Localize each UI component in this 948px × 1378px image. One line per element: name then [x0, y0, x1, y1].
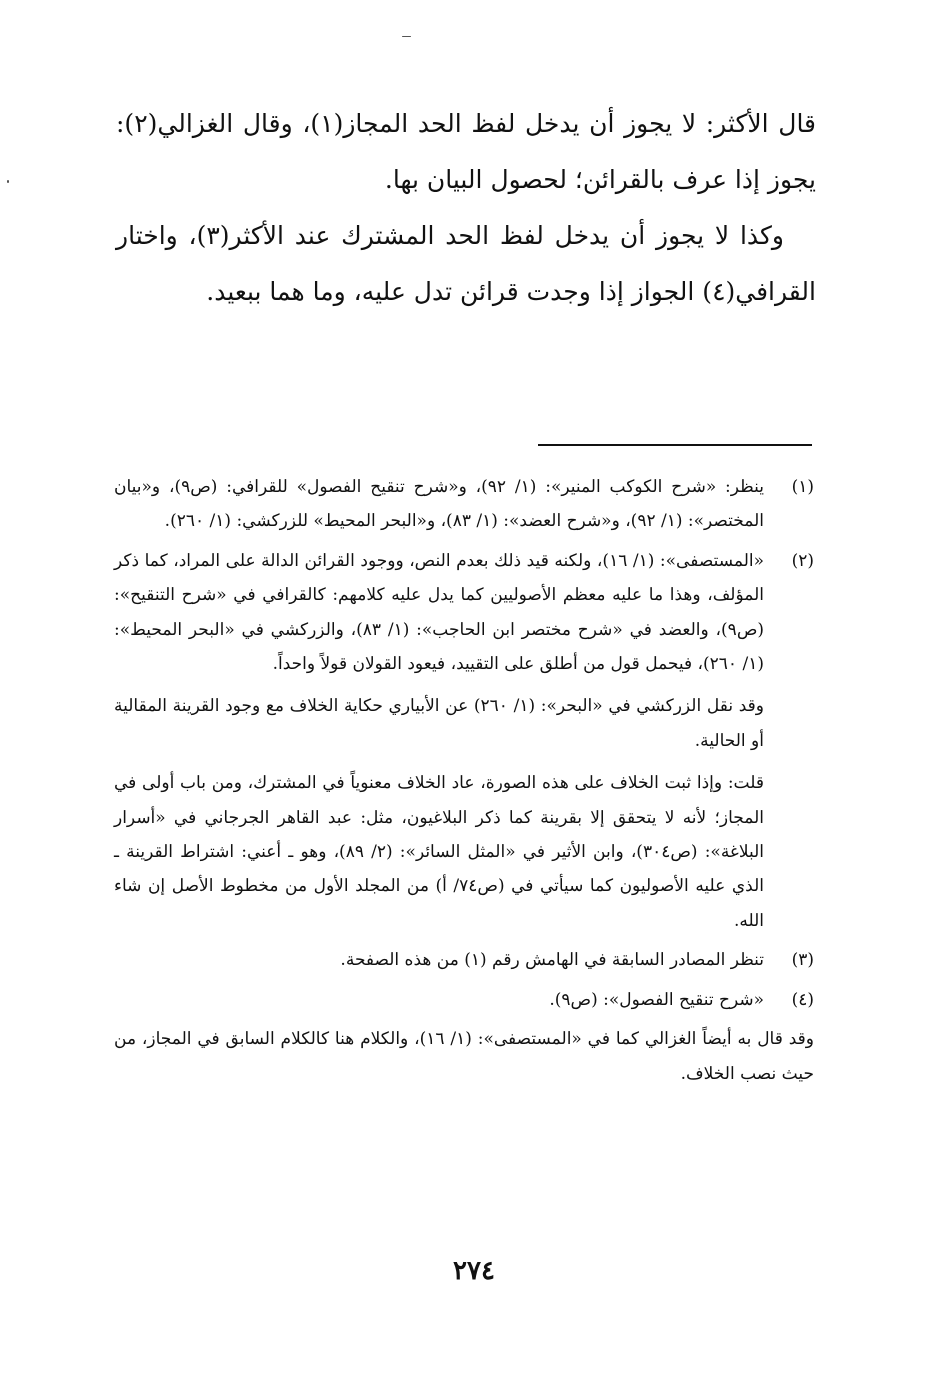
footnote-4: [114, 983, 814, 1017]
footnote-paragraph: قلت: وإذا ثبت الخلاف على هذه الصورة، عاد الخلاف معنوياً في المشترك، ومن باب أولى في المجاز؛ لأنه لا يتحقق إلا بقرينة كما ذكر البلاغيون، مثل: عبد القاهر الجرجاني في «أسرار البلاغة»: (ص٣٠٤)، وابن الأثير في «المثل السائر»: (٢/ ٨٩)، وهو ـ أعني: اشتراط القرينة ـ الذي عليه الأصوليون كما سيأتي في (ص٧٤/ أ) من المجلد الأول من مخطوط الأصل إن شاء الله.: [114, 773, 765, 931]
main-paragraph-1: قال الأكثر: لا يجوز أن يدخل لفظ الحد المجاز(١)، وقال الغزالي(٢): يجوز إذا عرف بالقرائن؛ لحصول البيان بها.: [116, 109, 817, 194]
footnote-body: [114, 544, 764, 938]
footnote-number: (٣): [791, 950, 814, 971]
footnote-body: [114, 943, 764, 977]
footnote-3: [114, 943, 814, 977]
footnote-paragraph: تنظر المصادر السابقة في الهامش رقم (١) من هذه الصفحة.: [340, 950, 764, 971]
main-text: [116, 96, 816, 320]
footnote-body: [114, 983, 764, 1017]
footnote-4-continuation: وقد قال به أيضاً الغزالي كما في «المستصفى»: (١/ ١٦)، والكلام هنا كالكلام السابق في المجاز، من حيث نصب الخلاف.: [114, 1029, 814, 1084]
scan-speck: [402, 36, 411, 37]
footnote-number: (٤): [791, 989, 814, 1010]
main-paragraph-2: وكذا لا يجوز أن يدخل لفظ الحد المشترك عند الأكثر(٣)، واختار القرافي(٤) الجواز إذا وجدت قرائن تدل عليه، وما هما ببعيد.: [116, 221, 816, 306]
footnote-paragraph: ينظر: «شرح الكوكب المنير»: (١/ ٩٢)، و«شرح تنقيح الفصول» للقرافي: (ص٩)، و«بيان المختصر»: (١/ ٩٢)، و«شرح العضد»: (١/ ٨٣)، و«البحر المحيط» للزركشي: (١/ ٢٦٠).: [114, 477, 764, 532]
footnote-number: (١): [791, 477, 814, 497]
footnote-paragraph: «المستصفى»: (١/ ١٦)، ولكنه قيد ذلك بعدم النص، ووجود القرائن الدالة على المراد، كما ذكر المؤلف، وهذا ما عليه معظم الأصوليين كما يدل عليه كلامهم: كالقرافي في «شرح التنقيح»: (ص٩)، والعضد في «شرح مختصر ابن الحاجب»: (١/ ٨٣)، والزركشي في «البحر المحيط»: (١/ ٢٦٠)، فيحمل قول من أطلق على التقييد، فيعود القولان قولاً واحداً.: [114, 550, 764, 675]
footnote-1: [114, 470, 814, 539]
footnote-separator: [538, 444, 812, 446]
scan-speck: [7, 180, 9, 183]
footnote-number: (٢): [791, 550, 814, 571]
footnote-body: [114, 470, 764, 539]
footnotes: [114, 470, 814, 1091]
page-number: ٢٧٤: [453, 1256, 495, 1286]
footnote-paragraph: وقد نقل الزركشي في «البحر»: (١/ ٢٦٠) عن الأبياري حكاية الخلاف مع وجود القرينة المقالية أو الحالية.: [114, 696, 764, 751]
footnote-paragraph: «شرح تنقيح الفصول»: (ص٩).: [549, 989, 764, 1010]
footnote-2: [114, 544, 814, 938]
